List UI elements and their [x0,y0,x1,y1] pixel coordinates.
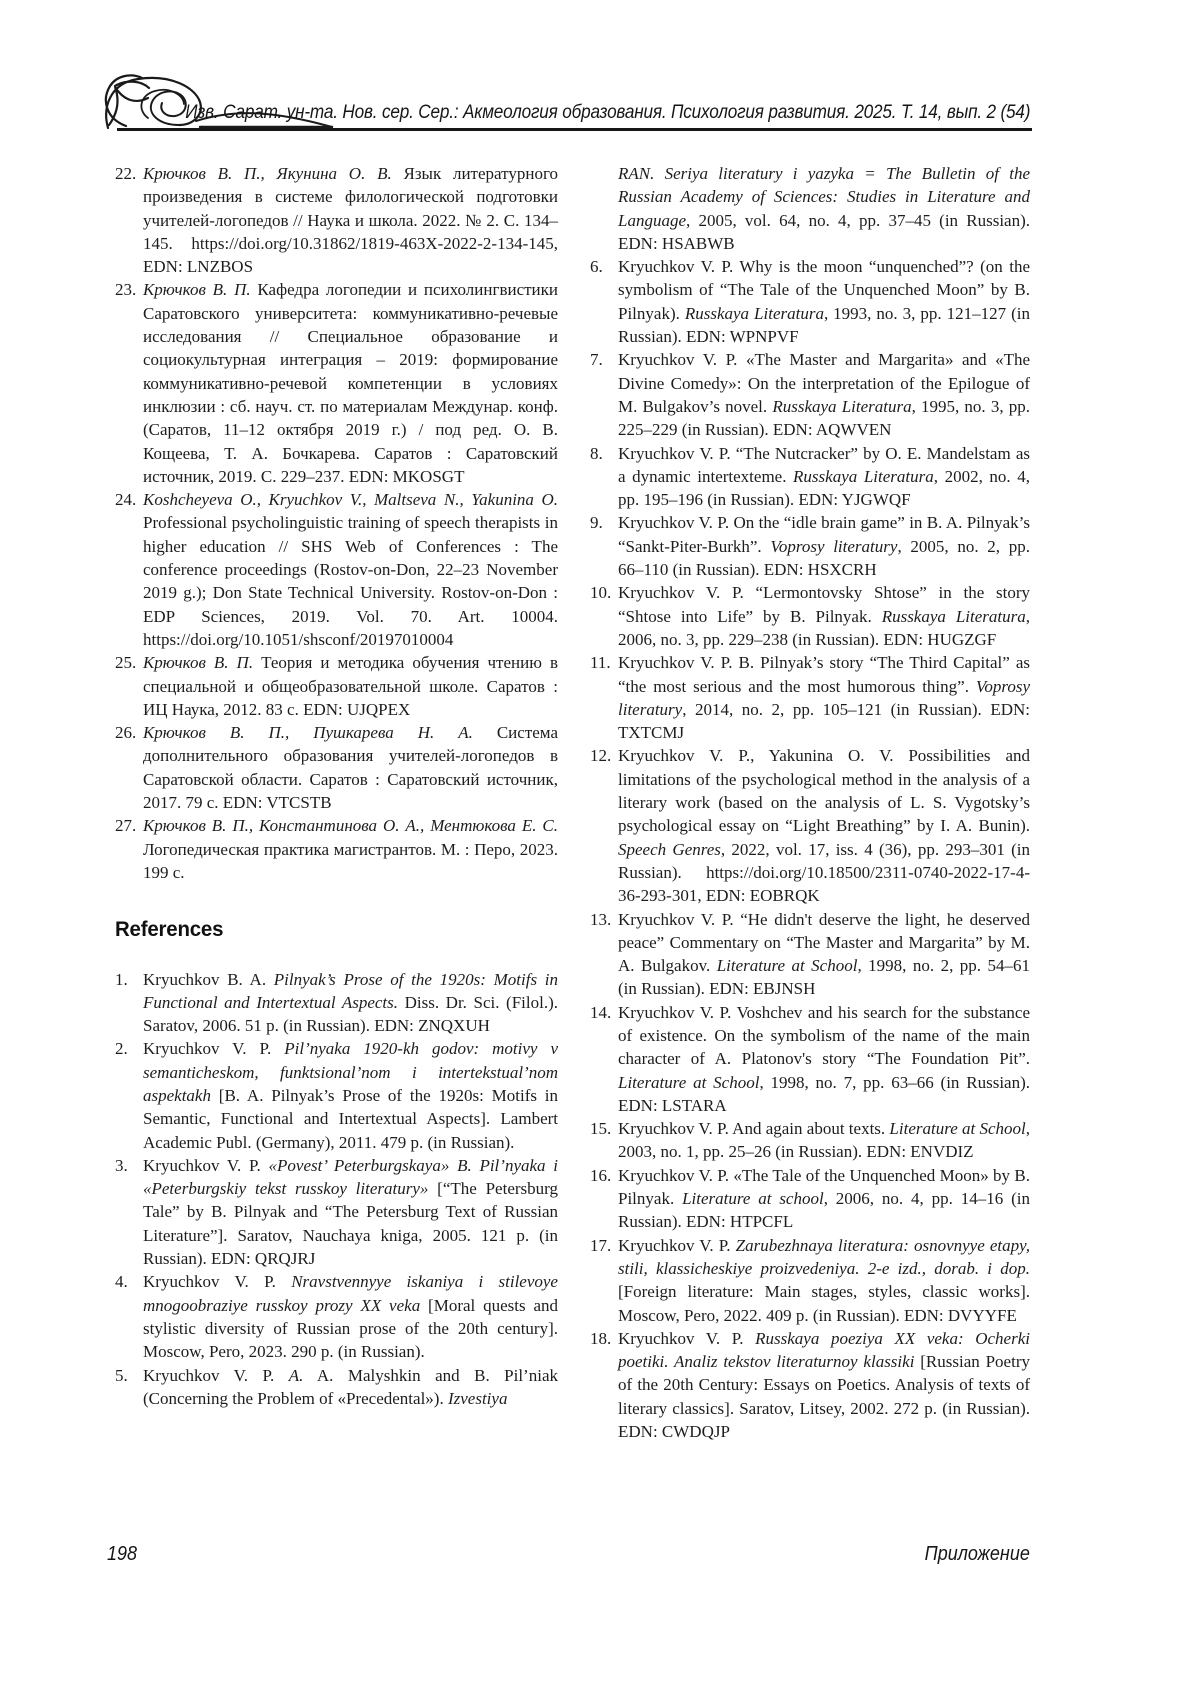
reference-item [590,744,1030,907]
reference-number: 9. [590,513,603,533]
right-column [590,162,1030,1443]
reference-number: 15. [590,1119,612,1139]
reference-number: 24. [115,490,137,510]
reference-number: 8. [590,443,603,463]
reference-item [590,581,1030,651]
reference-item [590,442,1030,512]
reference-number: 25. [115,653,137,673]
reference-text: Kryuchkov V. P. B. Pilnyak’s story “The Third Capital” as “the most serious and the most humorous thing”. Voprosy literatury, 2014, no. 2, pp. 105–121 (in Russian). EDN: TXTCMJ [618,653,1030,743]
reference-item [590,255,1030,348]
reference-item [115,162,558,278]
reference-number: 18. [590,1328,612,1348]
reference-item [115,651,558,721]
reference-text: Kryuchkov V. P. Why is the moon “unquenched”? (on the symbolism of “The Tale of the Unquenched Moon” by B. Pilnyak). Russkaya Literatura, 1993, no. 3, pp. 121–127 (in Russian). EDN: WPNPVF [618,257,1030,347]
reference-item [590,1234,1030,1327]
reference-item [115,488,558,651]
english-reference-list-right [590,255,1030,1443]
reference-text: Крючков В. П. Теория и методика обучения чтению в специальной и общеобразовательной школе. Саратов : ИЦ Наука, 2012. 83 с. EDN: UJQPEX [143,653,558,719]
reference-item [115,1270,558,1363]
reference-item [590,348,1030,441]
reference-text: Kryuchkov V. P., Yakunina O. V. Possibilities and limitations of the psychological method in the analysis of a literary work (based on the analysis of L. S. Vygotsky’s psychological essay on “Light Breathing” by I. A. Bunin). Speech Genres, 2022, vol. 17, iss. 4 (36), pp. 293–301 (in Russian). https://doi.org/10.18500/2311-0740-2022-17-4-36-293-301, EDN: EOBRQK [618,746,1030,906]
reference-number: 13. [590,909,612,929]
reference-text: Kryuchkov V. P. «Povest’ Peterburgskaya» B. Pil’nyaka i «Peterburgskiy tekst russkoy literatury» [“The Petersburg Tale” by B. Pilnyak and “The Petersburg Text of Russian Literature”]. Saratov, Nauchaya kniga, 2005. 121 p. (in Russian). EDN: QRQJRJ [143,1155,558,1269]
reference-number: 11. [590,653,611,673]
reference-item [590,1327,1030,1443]
reference-item [115,814,558,884]
reference-item [590,1001,1030,1117]
reference-item [590,1164,1030,1234]
reference-number: 10. [590,583,612,603]
reference-continuation: RAN. Seriya literatury i yazyka = The Bulletin of the Russian Academy of Sciences: Studies in Literature and Language, 2005, vol. 64, no. 4, pp. 37–45 (in Russian). EDN: HSABWB [618,164,1030,253]
reference-number: 12. [590,746,612,766]
reference-number: 7. [590,350,603,370]
reference-text: Kryuchkov V. P. And again about texts. Literature at School, 2003, no. 1, pp. 25–26 (in Russian). EDN: ENVDIZ [618,1119,1030,1162]
reference-number: 3. [115,1155,128,1175]
reference-number: 22. [115,164,137,183]
reference-item [115,1154,558,1270]
reference-item [115,278,558,488]
page-number: 198 [107,1543,138,1565]
reference-number: 16. [590,1165,612,1185]
reference-text: Крючков В. П., Пушкарева Н. А. Система дополнительного образования учителей-логопедов в Саратовской области. Саратов : Саратовский источник, 2017. 79 с. EDN: VTCSTB [143,723,558,813]
reference-text: Kryuchkov V. P. A. A. Malyshkin and B. Pil’niak (Concerning the Problem of «Precedental»). Izvestiya [143,1365,558,1408]
reference-item [590,1117,1030,1164]
russian-reference-list [115,162,558,884]
reference-text: Крючков В. П., Якунина О. В. Язык литературного произведения в системе филологической подготовки учителей-логопедов // Наука и школа. 2022. № 2. С. 134–145. https://doi.org/10.31862/1819-463X-2022-2-134-145, EDN: LNZBOS [143,164,558,277]
reference-number: 26. [115,723,137,743]
reference-item [115,968,558,1038]
left-column [115,162,558,1410]
reference-item [115,1037,558,1153]
reference-text: Kryuchkov V. P. «The Tale of the Unquenched Moon» by B. Pilnyak. Literature at school, 2006, no. 4, pp. 14–16 (in Russian). EDN: HTPCFL [618,1165,1030,1232]
reference-item [590,651,1030,744]
reference-text: Kryuchkov V. P. Nravstvennyye iskaniya i stilevoye mnogoobraziye russkoy prozy XX veka [Moral quests and stylistic diversity of Russian prose of the 20th century]. Moscow, Pero, 2023. 290 p. (in Russian). [143,1272,558,1362]
reference-item [115,721,558,814]
reference-text: Kryuchkov V. P. “The Nutcracker” by O. E. Mandelstam as a dynamic intertexteme. Russkaya Literatura, 2002, no. 4, pp. 195–196 (in Russian). EDN: YJGWQF [618,443,1031,510]
reference-text: Koshcheyeva O., Kryuchkov V., Maltseva N., Yakunina O. Professional psycholinguistic training of speech therapists in higher education // SHS Web of Conferences : The conference proceedings (Rostov-on-Don, 22–23 November 2019 g.); Don State Technical University. Rostov-on-Don : EDP Sciences, 2019. Vol. 70. Art. 10004. https://doi.org/10.1051/shsconf/20197010004 [143,490,558,649]
reference-text: Kryuchkov V. P. Voshchev and his search for the substance of existence. On the symbolism of the name of the main character of A. Platonov's story “The Foundation Pit”. Literature at School, 1998, no. 7, pp. 63–66 (in Russian). EDN: LSTARA [618,1002,1030,1115]
appendix-label: Приложение [924,1543,1030,1565]
reference-item [115,1364,558,1411]
reference-text: Крючков В. П. Кафедра логопедии и психолингвистики Саратовского университета: коммуникативно-речевые исследования // Специальное образование и социокультурная интеграция – 2019: формирование коммуникативно-речевой компетенции в условиях инклюзии : сб. науч. ст. по материалам Междунар. конф. (Саратов, 11–12 октября 2019 г.) / под ред. О. В. Кощеева, Т. А. Бочкарева. Саратов : Саратовский источник, 2019. С. 229–237. EDN: MKOSGT [143,280,558,486]
english-reference-list-left [115,968,558,1411]
reference-number: 4. [115,1272,128,1292]
reference-text: Крючков В. П., Константинова О. А., Ментюкова Е. С. Логопедическая практика магистрантов. М. : Перо, 2023. 199 с. [143,816,558,882]
reference-text: Kryuchkov B. A. Pilnyak’s Prose of the 1920s: Motifs in Functional and Intertextual Aspects. Diss. Dr. Sci. (Filol.). Saratov, 2006. 51 p. (in Russian). EDN: ZNQXUH [143,969,559,1036]
reference-text: Kryuchkov V. P. «The Master and Margarita» and «The Divine Comedy»: On the interpretation of the Epilogue of M. Bulgakov’s novel. Russkaya Literatura, 1995, no. 3, pp. 225–229 (in Russian). EDN: AQWVEN [618,350,1031,440]
journal-title: Изв. Сарат. ун-та. Нов. сер. Сер.: Акмеология образования. Психология развития. 2025. Т. 14, вып. 2 (54) [184,101,1030,123]
reference-number: 14. [590,1002,612,1022]
reference-item [590,511,1030,581]
reference-number: 23. [115,280,137,300]
references-heading: References [115,917,224,942]
reference-item [590,908,1030,1001]
reference-text: Kryuchkov V. P. Zarubezhnaya literatura: osnovnyye etapy, stili, klassicheskiye proizvedeniya. 2-e izd., dorab. i dop. [Foreign literature: Main stages, styles, classic works]. Moscow, Pero, 2022. 409 p. (in Russian). EDN: DVYYFE [618,1235,1030,1325]
reference-number: 1. [115,969,128,989]
reference-text: Kryuchkov V. P. Russkaya poeziya XX veka: Ocherki poetiki. Analiz tekstov literaturnoy klassiki [Russian Poetry of the 20th Century: Essays on Poetics. Analysis of texts of literary classics]. Saratov, Litsey, 2002. 272 p. (in Russian). EDN: CWDQJP [618,1328,1030,1442]
reference-number: 27. [115,816,137,836]
reference-text: Kryuchkov V. P. Pil’nyaka 1920-kh godov: motivy v semanticheskom, funktsional’nom i intertekstual’nom aspektakh [B. A. Pilnyak’s Prose of the 1920s: Motifs in Semantic, Functional and Intertextual Aspects]. Lambert Academic Publ. (Germany), 2011. 479 p. (in Russian). [143,1039,558,1152]
reference-number: 17. [590,1235,612,1255]
reference-text: Kryuchkov V. P. On the “idle brain game” in B. A. Pilnyak’s “Sankt-Piter-Burkh”. Voprosy literatury, 2005, no. 2, pp. 66–110 (in Russian). EDN: HSXCRH [618,513,1030,580]
reference-number: 5. [115,1365,128,1385]
reference-number: 2. [115,1039,128,1059]
reference-text: Kryuchkov V. P. “He didn't deserve the light, he deserved peace” Commentary on “The Master and Margarita” by M. A. Bulgakov. Literature at School, 1998, no. 2, pp. 54–61 (in Russian). EDN: EBJNSH [618,909,1031,999]
reference-text: Kryuchkov V. P. “Lermontovsky Shtose” in the story “Shtose into Life” by B. Pilnyak. Russkaya Literatura, 2006, no. 3, pp. 229–238 (in Russian). EDN: HUGZGF [618,583,1030,649]
reference-number: 6. [590,257,603,277]
